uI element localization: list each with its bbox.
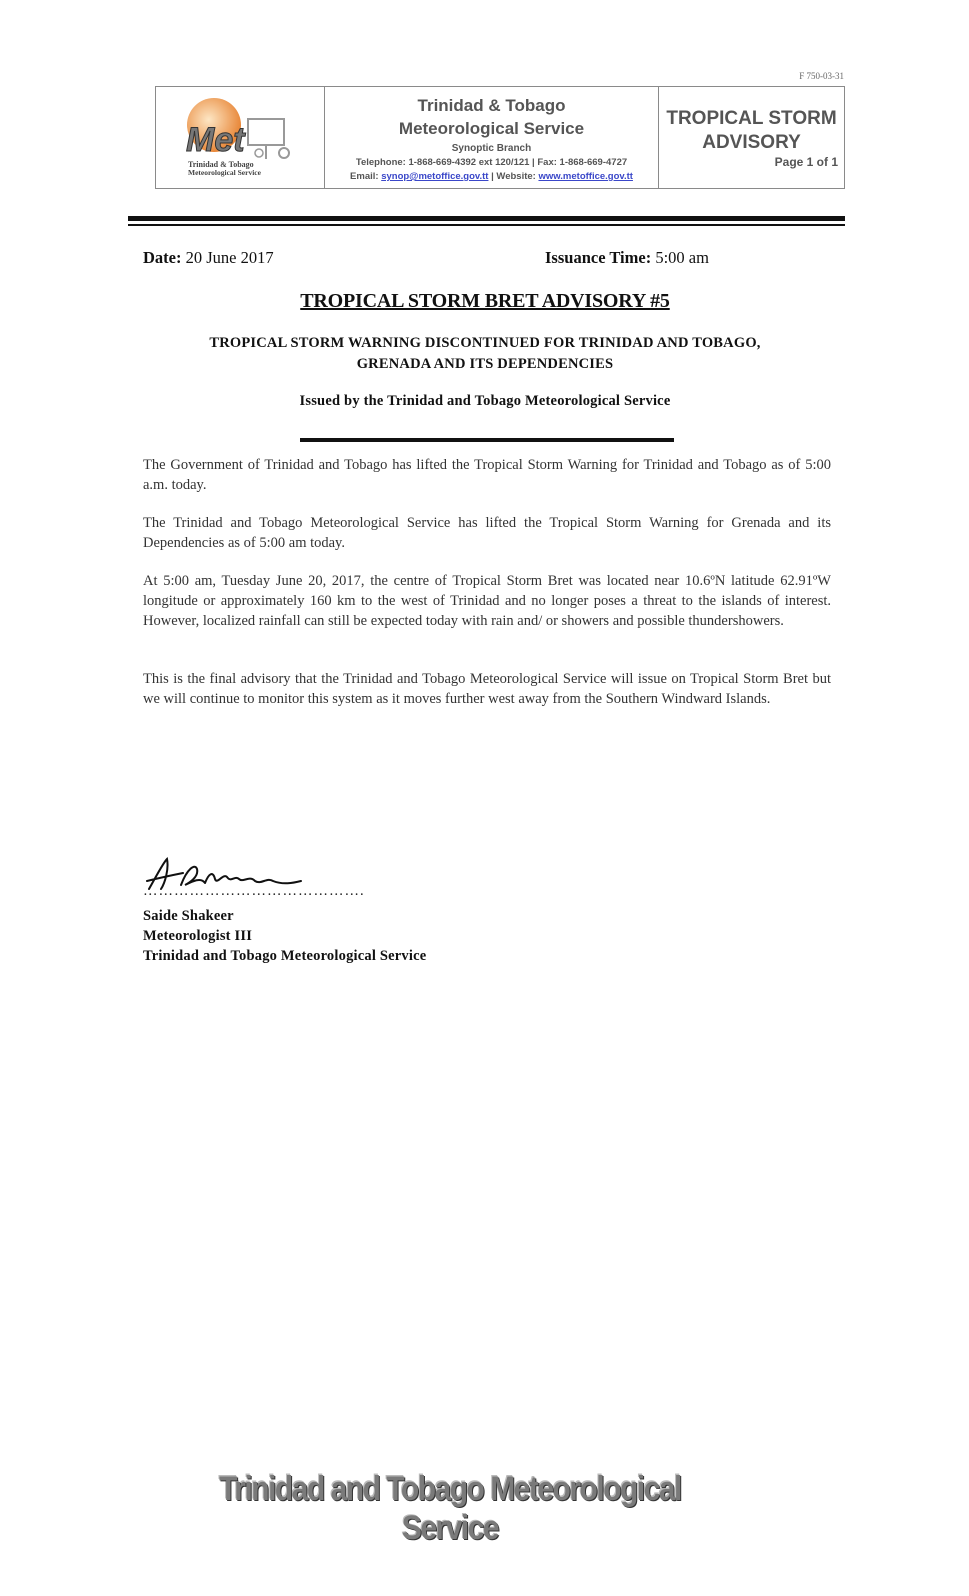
- issued-by: Issued by the Trinidad and Tobago Meteorological Service: [299, 393, 671, 409]
- paragraph-2: The Trinidad and Tobago Meteorological Service has lifted the Tropical Storm Warning for Grenada and its Dependencies as of 5:00 am today.: [143, 515, 831, 551]
- logo-cell: [156, 87, 325, 188]
- org-info: [325, 87, 659, 188]
- paragraph-4: This is the final advisory that the Trinidad and Tobago Meteorological Service will issue on Tropical Storm Bret but we will continue to monitor this system as it moves further west away from the Southern Windward Islands.: [143, 671, 831, 707]
- subtitle-line-1: TROPICAL STORM WARNING DISCONTINUED FOR TRINIDAD AND TOBAGO,: [209, 335, 761, 351]
- issuance-line: [545, 248, 709, 268]
- issuance-label: Issuance Time:: [545, 248, 652, 267]
- org-name-line-2: Meteorological Service: [398, 119, 585, 138]
- signatory-title: Meteorologist III: [143, 928, 253, 944]
- email-website-line: [325, 170, 658, 184]
- paragraph-3: At 5:00 am, Tuesday June 20, 2017, the centre of Tropical Storm Bret was located near 10.6ºN latitude 62.91ºW longitude or approximately 160 km to the west of Trinidad and no longer poses a threat to the islands of interest. However, localized rainfall can still be expected today with rain and/ or showers and possible thundershowers.: [143, 573, 831, 629]
- header-rule-thin: [128, 224, 845, 226]
- website-link[interactable]: www.metoffice.gov.tt: [538, 171, 633, 182]
- logo-wordmark: Met: [186, 121, 245, 159]
- date-label: Date:: [143, 248, 182, 267]
- doc-type: [659, 107, 844, 155]
- date-line: [143, 248, 274, 268]
- section-separator: [300, 438, 674, 442]
- subtitle-line-2: GRENADA AND ITS DEPENDENCIES: [356, 356, 614, 372]
- signatory-block: [143, 906, 426, 966]
- page-number: Page 1 of 1: [774, 155, 838, 169]
- branch-name: Synoptic Branch: [451, 143, 532, 154]
- instrument-graphic: [248, 119, 284, 145]
- issuance-value: 5:00 am: [655, 248, 709, 267]
- paragraph-1: The Government of Trinidad and Tobago has lifted the Tropical Storm Warning for Trinidad and Tobago as of 5:00 a.m. today.: [143, 457, 831, 493]
- advisory-subtitle: [140, 333, 830, 375]
- contact-info: [325, 156, 658, 184]
- telephone-line: Telephone: 1-868-669-4392 ext 120/121 | Fax: 1-868-669-4727: [355, 157, 628, 168]
- doc-type-line-1: TROPICAL STORM: [666, 108, 837, 129]
- logo-caption-2: Meteorological Service: [188, 168, 261, 177]
- email-link[interactable]: synop@metoffice.gov.tt: [381, 171, 489, 182]
- org-name-line-1: Trinidad & Tobago: [417, 96, 566, 115]
- date-value: 20 June 2017: [185, 248, 274, 267]
- header-rule-thick: [128, 216, 845, 221]
- form-code: F 750-03-31: [799, 71, 844, 81]
- logo-caption-1: Trinidad & Tobago: [188, 160, 254, 169]
- doc-type-cell: [659, 87, 844, 188]
- signatory-name: Saide Shakeer: [143, 908, 234, 924]
- footer-wordmark: Trinidad and Tobago Meteorological Service: [219, 1469, 681, 1547]
- website-label: | Website:: [488, 171, 539, 182]
- advisory-title: TROPICAL STORM BRET ADVISORY #5: [300, 290, 670, 312]
- signature-line: …………………………………….: [143, 883, 365, 899]
- letterhead: [155, 86, 845, 189]
- email-label: Email:: [350, 171, 382, 182]
- met-logo: [156, 87, 322, 188]
- signatory-organization: Trinidad and Tobago Meteorological Service: [143, 948, 427, 964]
- doc-type-line-2: ADVISORY: [702, 132, 801, 153]
